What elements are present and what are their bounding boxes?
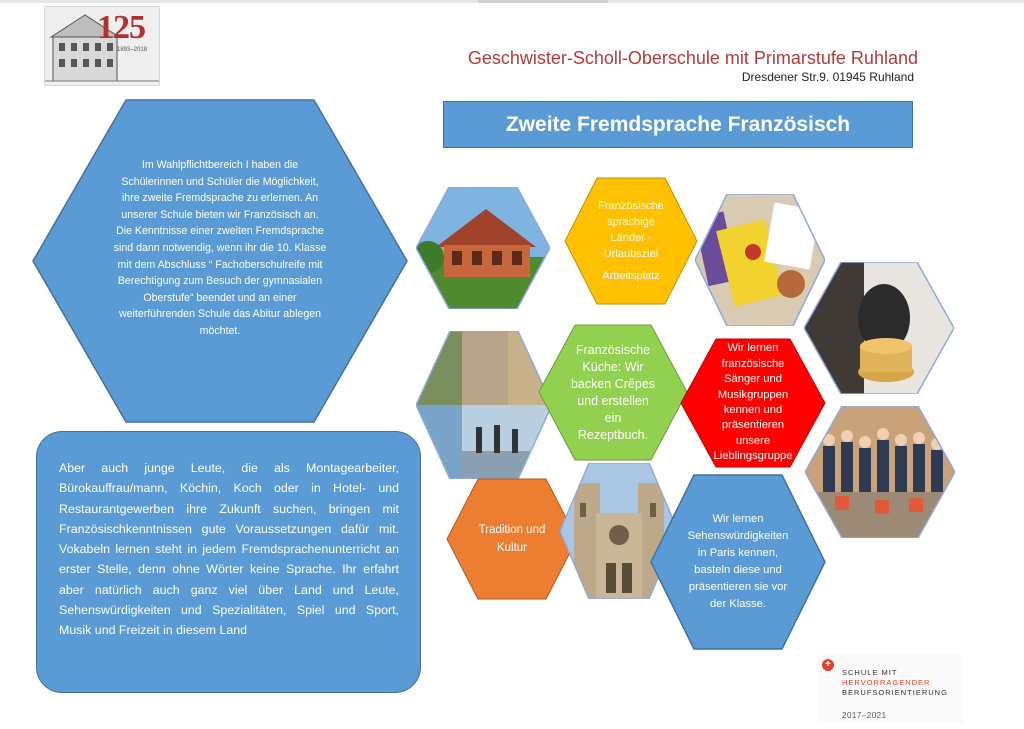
crepes-photo <box>804 262 954 394</box>
topic-paris-hexagon <box>650 474 826 650</box>
topic-workplace-text: Arbeitsplatz <box>602 270 660 282</box>
crepes-photo-image <box>804 262 954 394</box>
badge-line-1: SCHULE MIT <box>842 668 898 677</box>
career-text: Aber auch junge Leute, die als Montagearbeiter, Bürokauffrau/mann, Köchin, Koch oder in Hotel- und Restaurantgewerben ihre Zukunft suchen, bringen mit Französischkenntnissen gute Voraussetzungen dafür mit. Vokabeln lernen steht in jedem Fremdsprachenunterricht an erster Stelle, denn ohne Wörter keine Sprache. Ihr erfahrt aber natürlich auch ganz viel über Land und Leute, Sehenswürdigkeiten und Spezialitäten, Spiel und Sport, Musik und Freizeit in diesem Land <box>59 461 399 638</box>
houses-photo <box>416 187 550 309</box>
topic-cuisine-hexagon <box>538 324 688 461</box>
travel-collage-image <box>416 331 552 479</box>
class-photo <box>805 406 955 538</box>
badge-line-3: BERUFSORIENTIERUNG <box>842 688 948 697</box>
class-photo-image <box>805 406 955 538</box>
topic-tradition-hexagon <box>446 478 578 600</box>
logo-anniversary-number: 125 <box>97 9 145 46</box>
topic-countries-text: Französische sprachige Länder - Urlaubsziel <box>598 200 664 260</box>
topic-cuisine-text: Französische Küche: Wir backen Crêpes und erstellen ein Rezeptbuch. <box>570 342 656 442</box>
houses-photo-image <box>416 187 550 309</box>
topic-paris-text: Wir lernen Sehenswürdigkeiten in Paris kennen, basteln diese und präsentieren sie vor der Klasse. <box>687 513 789 610</box>
window-tab-strip <box>478 0 608 3</box>
badge-years: 2017–2021 <box>842 711 887 720</box>
school-address: Dresdener Str.9. 01945 Ruhland <box>741 70 914 84</box>
school-name: Geschwister-Scholl-Oberschule mit Primarstufe Ruhland <box>467 48 918 68</box>
intro-hexagon <box>32 99 408 423</box>
badge-line-2: HERVORRAGENDER <box>842 678 931 687</box>
plus-icon: + <box>822 659 834 671</box>
topic-tradition-text: Tradition und Kultur <box>478 524 546 554</box>
topic-singers-text: Wir lernen französische Sänger und Musikgruppen kennen und präsentieren unsere Lieblingsgruppe <box>713 342 793 463</box>
page-title: Zweite Fremdsprache Französisch <box>443 101 913 148</box>
school-logo <box>44 6 160 86</box>
topic-countries-hexagon <box>564 177 698 305</box>
window-top-border <box>0 0 1024 3</box>
career-info-box <box>36 431 421 693</box>
travel-collage-photo <box>416 331 552 479</box>
logo-years: 1893–2018 <box>117 47 148 53</box>
career-orientation-badge <box>818 655 963 723</box>
intro-text: Im Wahlpflichtbereich I haben die Schülerinnen und Schüler die Möglichkeit, ihre zweite Fremdsprache zu erlernen. An unserer Schule bieten wir Französisch an. Die Kenntnisse einer zweiten Fremdsprache sind dann notwendig, wenn ihr die 10. Klasse mit dem Abschluss “ Fachoberschulreife mit Berechtigung zum Besuch der gymnasialen Oberstufe“ beendet und an einer weiterführenden Schule das Abitur ablegen möchtet. <box>113 159 327 337</box>
